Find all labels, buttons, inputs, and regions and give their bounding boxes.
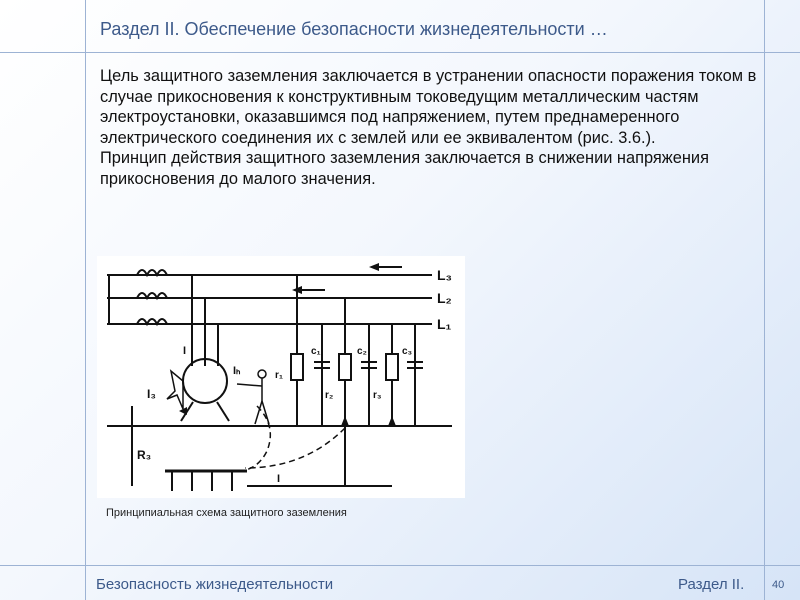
label-c3: c₃ [402, 346, 413, 357]
grounding-diagram [97, 256, 465, 498]
frame-line-top [0, 52, 800, 53]
footer-section: Раздел II. [678, 576, 745, 593]
frame-line-bottom [0, 565, 800, 566]
fault-path-body [237, 406, 270, 471]
resistor-r3 [386, 354, 398, 380]
figure-caption: Принципиальная схема защитного заземления [106, 507, 347, 519]
frame-line-right [764, 0, 765, 600]
label-r3: r₃ [373, 390, 382, 401]
page-number: 40 [772, 579, 785, 591]
label-ground-current: I [277, 473, 281, 485]
arrow-r2 [341, 416, 349, 426]
label-rz: R₃ [137, 448, 152, 462]
motor-frame [167, 371, 183, 409]
arrow-l3 [369, 263, 379, 271]
resistor-r1 [291, 354, 303, 380]
paragraph-principle: Принцип действия защитного заземления заключается в снижении напряжения прикосновения до малого значения. [100, 149, 709, 188]
label-r1: r₁ [275, 370, 284, 381]
label-ih: Iₕ [233, 365, 241, 377]
label-i: I [183, 345, 187, 357]
arrow-r3 [388, 416, 396, 426]
label-c2: c₂ [357, 346, 368, 357]
label-iz: I₃ [147, 387, 156, 401]
footer-course-title: Безопасность жизнедеятельности [96, 576, 334, 593]
paragraph-purpose: Цель защитного заземления заключается в устранении опасности поражения током в случае прикосновения к конструктивным токоведущим металлическим частям электроустановки, оказавшимся под напряжением, путем преднамеренного электрического соединения их с землей или ее эквивалентом (рис. 3.6.). [100, 67, 757, 147]
label-r2: r₂ [325, 390, 334, 401]
resistor-r2 [339, 354, 351, 380]
slide-body [100, 66, 760, 190]
label-l1: L₁ [437, 316, 452, 332]
slide-title: Раздел II. Обеспечение безопасности жизнедеятельности … [100, 19, 608, 39]
label-c1: c₁ [311, 346, 321, 357]
grounding-diagram-svg [97, 256, 465, 498]
label-l2: L₂ [437, 290, 452, 306]
frame-line-left [85, 0, 86, 600]
label-l3: L₃ [437, 267, 453, 283]
